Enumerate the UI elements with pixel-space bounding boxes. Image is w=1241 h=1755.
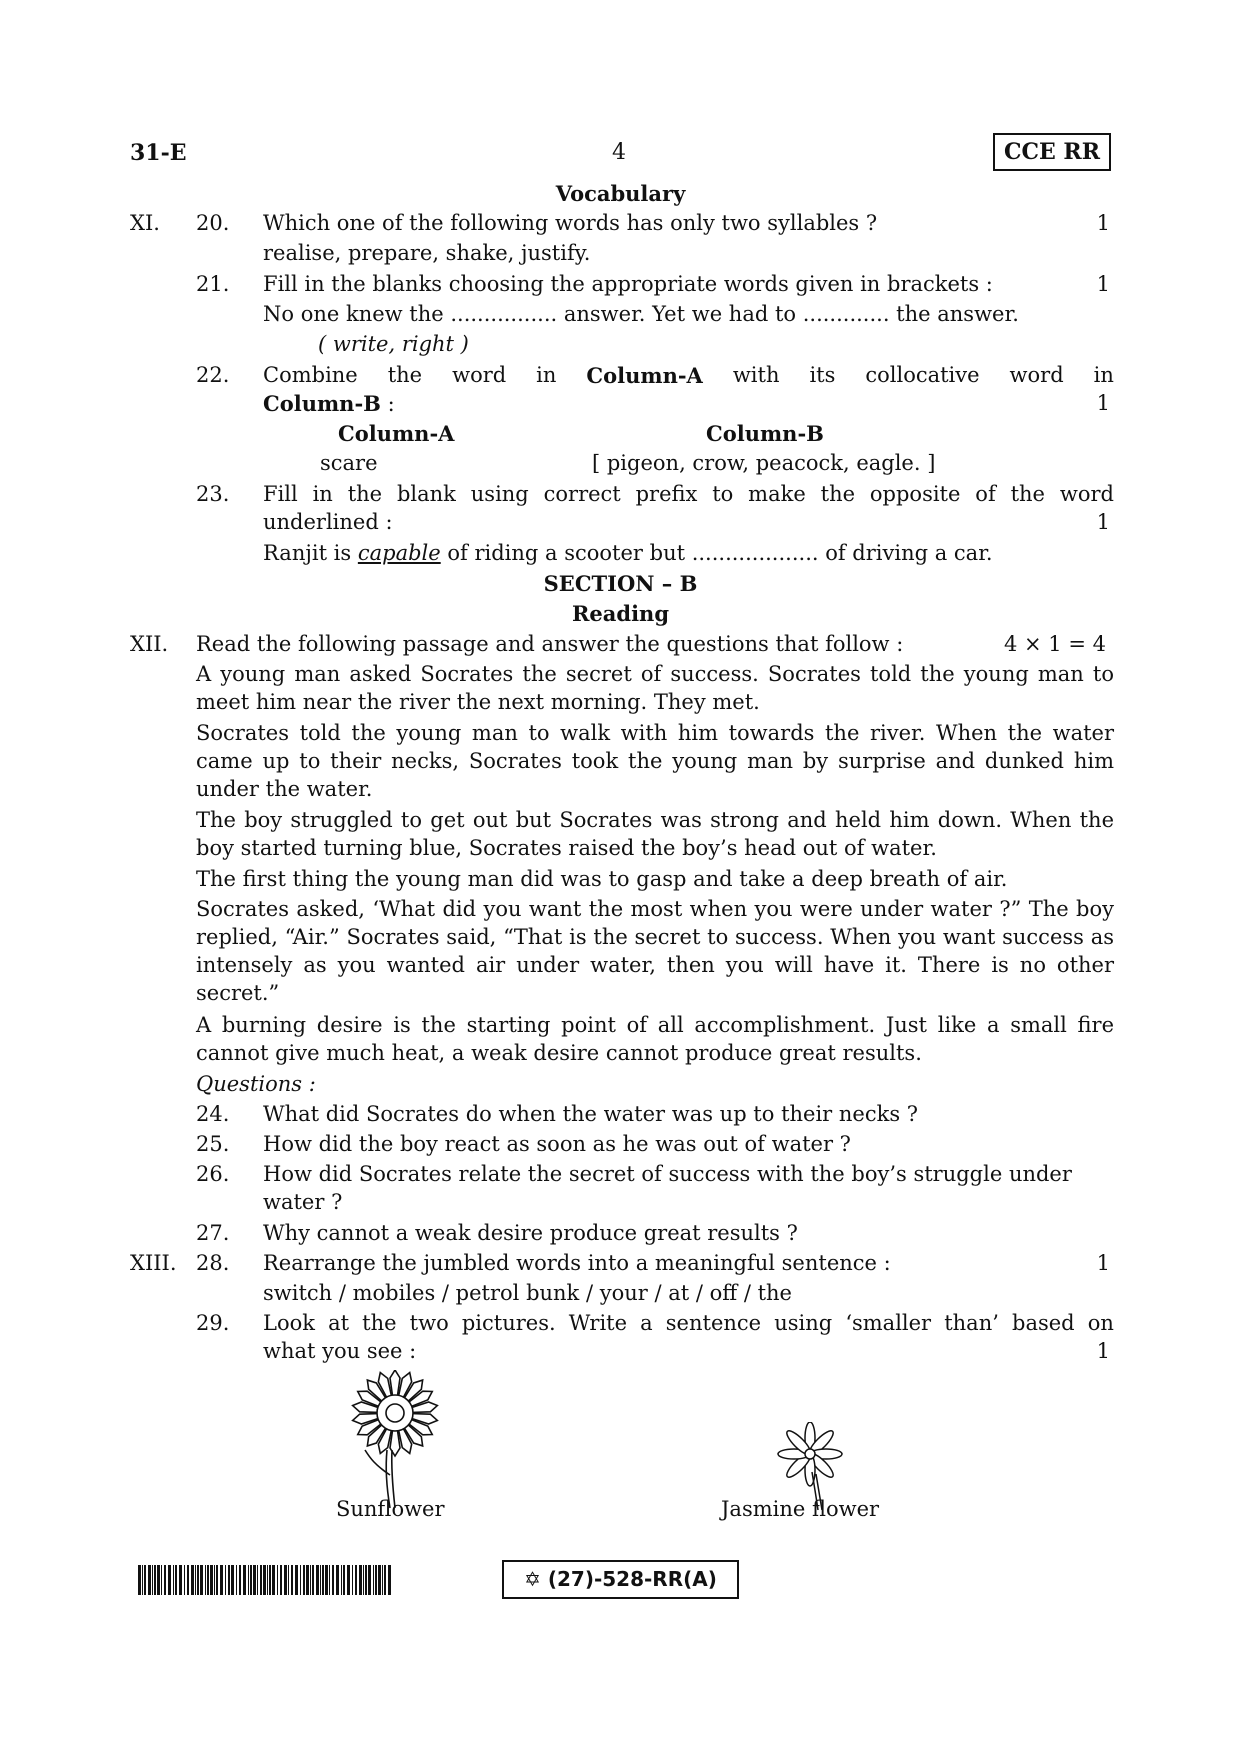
barcode-bar: [316, 1565, 319, 1595]
barcode-bar: [382, 1565, 383, 1595]
question-number-24: 24.: [196, 1102, 230, 1126]
question-23-sentence: [263, 541, 993, 565]
barcode-bar: [250, 1565, 252, 1595]
q22-word-in: in: [536, 363, 557, 387]
barcode-bar: [168, 1565, 171, 1595]
barcode-bar: [375, 1565, 377, 1595]
question-21-text: Fill in the blanks choosing the appropriate words given in brackets :: [263, 272, 993, 296]
barcode: [138, 1565, 392, 1595]
reading-instruction: Read the following passage and answer the questions that follow :: [196, 632, 904, 656]
barcode-bar: [384, 1565, 386, 1595]
question-29-mark: 1: [1096, 1339, 1110, 1363]
barcode-bar: [214, 1565, 215, 1595]
barcode-bar: [332, 1565, 334, 1595]
q22-column-b-bold: Column-B: [263, 391, 381, 416]
barcode-bar: [267, 1565, 268, 1595]
q22-word-with: with: [732, 363, 780, 387]
barcode-bar: [225, 1565, 226, 1595]
passage-paragraph-5: Socrates asked, ‘What did you want the most when you were under water ?” The boy replied, “Air.” Socrates said, “That is the secret to success. When you want success as intensely as you wanted air under water, then you will have it. There is no other secret.”: [196, 897, 1114, 1005]
barcode-bar: [352, 1565, 353, 1595]
question-28-mark: 1: [1096, 1251, 1110, 1275]
reading-heading: Reading: [571, 601, 670, 626]
barcode-bar: [284, 1565, 287, 1595]
q22-word-its: its: [809, 363, 836, 387]
passage-paragraph-6: A burning desire is the starting point of all accomplishment. Just like a small fire cannot give much heat, a weak desire cannot produce great results.: [196, 1013, 1114, 1065]
barcode-bar: [187, 1565, 189, 1595]
question-29-text2: what you see :: [263, 1339, 417, 1363]
barcode-bar: [205, 1565, 206, 1595]
barcode-bar: [365, 1565, 367, 1595]
barcode-bar: [179, 1565, 182, 1595]
barcode-bar: [269, 1565, 271, 1595]
barcode-bar: [231, 1565, 234, 1595]
barcode-bar: [388, 1565, 391, 1595]
barcode-bar: [164, 1565, 166, 1595]
barcode-bar: [138, 1565, 141, 1595]
barcode-bar: [320, 1565, 321, 1595]
barcode-bar: [157, 1565, 160, 1595]
question-21-sentence: No one knew the ................ answer. Yet we had to ............. the answer.: [263, 302, 1019, 326]
question-21-brackets: ( write, right ): [318, 332, 469, 356]
sunflower-picture: [335, 1370, 455, 1510]
question-23-mark: 1: [1096, 510, 1110, 534]
barcode-bar: [243, 1565, 246, 1595]
question-number-21: 21.: [196, 272, 230, 296]
barcode-bar: [260, 1565, 262, 1595]
barcode-bar: [142, 1565, 143, 1595]
question-20-mark: 1: [1096, 211, 1110, 235]
barcode-bar: [216, 1565, 218, 1595]
barcode-bar: [280, 1565, 282, 1595]
barcode-bar: [248, 1565, 249, 1595]
barcode-bar: [210, 1565, 213, 1595]
barcode-bar: [236, 1565, 237, 1595]
question-number-22: 22.: [196, 363, 230, 387]
barcode-bar: [161, 1565, 162, 1595]
barcode-bar: [322, 1565, 324, 1595]
barcode-bar: [239, 1565, 241, 1595]
question-22-line2: [263, 391, 395, 416]
question-20-options: realise, prepare, shake, justify.: [263, 241, 591, 265]
passage-paragraph-4: The first thing the young man did was to gasp and take a deep breath of air.: [196, 867, 1008, 891]
barcode-bar: [263, 1565, 266, 1595]
barcode-bar: [200, 1565, 203, 1595]
paper-code-right: CCE RR: [993, 133, 1111, 171]
q22-colon: :: [380, 392, 395, 416]
barcode-bar: [341, 1565, 342, 1595]
question-number-26: 26.: [196, 1162, 230, 1186]
barcode-bar: [325, 1565, 328, 1595]
barcode-bar: [306, 1565, 309, 1595]
question-26-text: How did Socrates relate the secret of success with the boy’s struggle under: [263, 1162, 1072, 1186]
barcode-bar: [336, 1565, 339, 1595]
barcode-bar: [291, 1565, 293, 1595]
section-roman-xiii: XIII.: [130, 1251, 177, 1275]
barcode-bar: [207, 1565, 209, 1595]
barcode-bar: [253, 1565, 256, 1595]
passage-paragraph-3: The boy struggled to get out but Socrates was strong and held him down. When the boy started turning blue, Socrates raised the boy’s head out of water.: [196, 808, 1114, 860]
question-21-mark: 1: [1096, 272, 1110, 296]
question-25-text: How did the boy react as soon as he was out of water ?: [263, 1132, 851, 1156]
barcode-bar: [148, 1565, 151, 1595]
sunflower-caption: Sunflower: [336, 1497, 445, 1521]
barcode-bar: [329, 1565, 330, 1595]
question-22-mark: 1: [1096, 391, 1110, 415]
question-27-text: Why cannot a weak desire produce great results ?: [263, 1221, 798, 1245]
barcode-bar: [347, 1565, 350, 1595]
barcode-bar: [378, 1565, 381, 1595]
column-b-header: Column-B: [706, 421, 824, 446]
paper-code-left: 31-E: [130, 140, 187, 166]
question-23-text2: underlined :: [263, 510, 393, 534]
barcode-bar: [152, 1565, 153, 1595]
barcode-bar: [355, 1565, 357, 1595]
q22-word-word: word: [452, 363, 507, 387]
question-number-25: 25.: [196, 1132, 230, 1156]
reading-marks: 4 × 1 = 4: [1004, 632, 1106, 656]
barcode-bar: [197, 1565, 199, 1595]
barcode-bar: [363, 1565, 364, 1595]
barcode-bar: [191, 1565, 194, 1595]
question-28-words: switch / mobiles / petrol bunk / your / at / off / the: [263, 1281, 792, 1305]
q22-column-a-bold: Column-A: [586, 363, 703, 388]
section-roman-xi: XI.: [130, 211, 160, 235]
vocabulary-heading: Vocabulary: [555, 181, 686, 206]
q23-underlined-word: capable: [357, 541, 441, 565]
barcode-bar: [173, 1565, 174, 1595]
barcode-bar: [295, 1565, 298, 1595]
question-number-23: 23.: [196, 482, 230, 506]
barcode-bar: [220, 1565, 223, 1595]
passage-paragraph-2: Socrates told the young man to walk with him towards the river. When the water came up to their necks, Socrates took the young man by surprise and dunked him under the water.: [196, 721, 1114, 801]
column-a-value: scare: [320, 451, 378, 475]
jasmine-caption: Jasmine flower: [721, 1497, 880, 1521]
barcode-bar: [343, 1565, 345, 1595]
barcode-bar: [303, 1565, 305, 1595]
question-23-line: Fill in the blank using correct prefix to make the opposite of the word: [263, 482, 1114, 506]
column-b-value: [ pigeon, crow, peacock, eagle. ]: [592, 451, 936, 475]
column-a-header: Column-A: [338, 421, 455, 446]
q22-word-in2: in: [1093, 363, 1114, 387]
q22-word-the: the: [387, 363, 423, 387]
barcode-bar: [184, 1565, 185, 1595]
section-b-heading: SECTION – B: [543, 571, 698, 596]
barcode-bar: [359, 1565, 362, 1595]
question-number-28: 28.: [196, 1251, 230, 1275]
q22-word-word2: word: [1009, 363, 1064, 387]
barcode-bar: [154, 1565, 156, 1595]
footer-code: ✡ (27)-528-RR(A): [502, 1560, 739, 1599]
question-24-text: What did Socrates do when the water was up to their necks ?: [263, 1102, 919, 1126]
question-number-27: 27.: [196, 1221, 230, 1245]
question-29-line: Look at the two pictures. Write a sentence using ‘smaller than’ based on: [263, 1311, 1114, 1335]
barcode-bar: [312, 1565, 314, 1595]
barcode-bar: [144, 1565, 146, 1595]
q23-sentence-pre: Ranjit is: [263, 541, 358, 565]
page-number: 4: [612, 140, 626, 165]
barcode-bar: [288, 1565, 289, 1595]
question-28-text: Rearrange the jumbled words into a meaningful sentence :: [263, 1251, 891, 1275]
barcode-bar: [228, 1565, 230, 1595]
question-26-text2: water ?: [263, 1190, 343, 1214]
q22-word-combine: Combine: [263, 363, 358, 387]
questions-label: Questions :: [196, 1072, 316, 1096]
barcode-bar: [368, 1565, 371, 1595]
question-20-text: Which one of the following words has only two syllables ?: [263, 211, 878, 235]
barcode-bar: [257, 1565, 258, 1595]
barcode-bar: [310, 1565, 311, 1595]
barcode-bar: [300, 1565, 301, 1595]
section-roman-xii: XII.: [130, 632, 169, 656]
barcode-bar: [195, 1565, 196, 1595]
q22-word-collocative: collocative: [865, 363, 980, 387]
question-22-line: [263, 363, 1114, 388]
barcode-bar: [277, 1565, 278, 1595]
q23-sentence-post: of riding a scooter but ................... of driving a car.: [440, 541, 993, 565]
barcode-bar: [175, 1565, 177, 1595]
question-number-20: 20.: [196, 211, 230, 235]
passage-paragraph-1: A young man asked Socrates the secret of success. Socrates told the young man to meet him near the river the next morning. They met.: [196, 662, 1114, 714]
barcode-bar: [373, 1565, 374, 1595]
barcode-bar: [272, 1565, 275, 1595]
question-number-29: 29.: [196, 1311, 230, 1335]
